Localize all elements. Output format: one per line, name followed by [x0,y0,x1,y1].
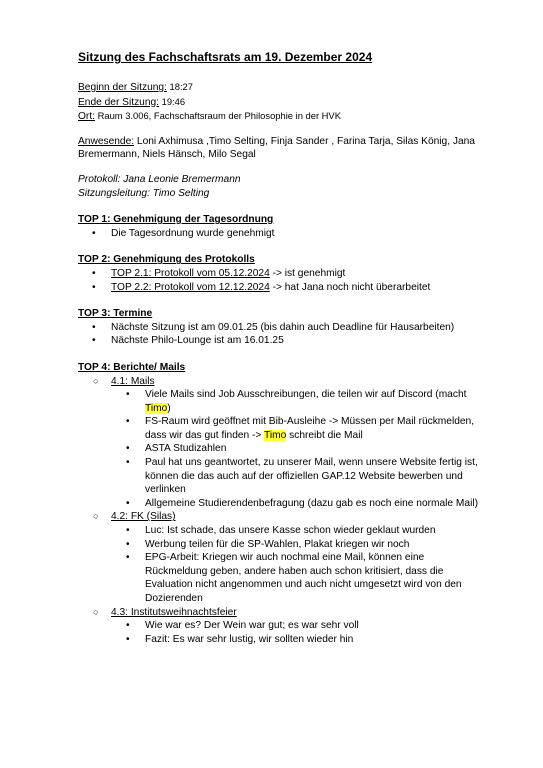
top1-list [78,227,518,241]
list-item: • Nächste Sitzung ist am 09.01.25 (bis dahin auch Deadline für Hausarbeiten) [92,321,455,333]
bullet-icon: • [126,525,130,537]
protocol-link-2[interactable]: TOP 2.2: Protokoll vom 12.12.2024 [111,281,270,293]
list-item: • Allgemeine Studierendenbefragung (dazu gab es noch eine normale Mail) [126,497,479,509]
highlight-name: Timo [145,402,168,414]
subsection-christmas-party: ○ 4.3: Institutsweihnachtsfeier [93,606,237,618]
protocol-link-1[interactable]: TOP 2.1: Protokoll vom 05.12.2024 [111,267,270,279]
subsection-mails: ○ 4.1: Mails [93,375,155,387]
bullet-icon: • [92,335,96,347]
list-item: • ASTA Studizahlen [126,443,227,455]
place-label: Ort: [78,111,95,123]
document-page [78,50,518,646]
list-item: • TOP 2.2: Protokoll vom 12.12.2024 -> hat Jana noch nicht überarbeitet [92,281,431,293]
end-label: Ende der Sitzung: [78,96,159,108]
list-item: • TOP 2.1: Protokoll vom 05.12.2024 -> ist genehmigt [92,267,346,279]
place-row [78,109,518,124]
page-title: Sitzung des Fachschaftsrats am 19. Dezember 2024 [78,50,373,64]
attendees-label: Anwesende: [78,135,135,147]
top4-heading: TOP 4: Berichte/ Mails [78,361,186,373]
begin-value: 18:27 [166,81,193,92]
protocol-line: Protokoll: Jana Leonie Bremermann [78,173,241,185]
top3-heading: TOP 3: Termine [78,308,153,320]
top2-heading: TOP 2: Genehmigung des Protokolls [78,254,255,266]
bullet-icon: • [126,443,130,455]
top4-list [78,375,518,647]
bullet-icon: • [126,633,130,645]
circle-bullet-icon: ○ [93,606,99,617]
begin-row [78,80,518,95]
list-item: • FS-Raum wird geöffnet mit Bib-Ausleihe -> Müssen per Mail rückmelden, dass wir das gut finden -> Timo schreibt die Mail [126,416,475,441]
subsection-fk: ○ 4.2: FK (Silas) [93,511,176,523]
bullet-icon: • [92,267,96,279]
bullet-icon: • [126,416,130,428]
circle-bullet-icon: ○ [93,511,99,522]
highlight-name: Timo [264,429,287,441]
list-item: • Die Tagesordnung wurde genehmigt [92,227,275,239]
list-item: • Luc: Ist schade, das unsere Kasse schon wieder geklaut wurden [126,525,436,537]
top3-list [78,321,518,348]
list-item: • Werbung teilen für die SP-Wahlen, Plakat kriegen wir noch [126,538,410,550]
bullet-icon: • [92,281,96,293]
top2-list [78,267,518,294]
list-item: • Fazit: Es war sehr lustig, wir sollten wieder hin [126,633,354,645]
list-item: • Nächste Philo-Lounge ist am 16.01.25 [92,335,284,347]
attendees-row [78,135,523,162]
attendees-value: Loni Axhimusa ,Timo Selting, Finja Sander , Farina Tarja, Silas König, Jana Bremermann, Niels Hänsch, Milo Segal [78,135,475,161]
chair-line: Sitzungsleitung: Timo Selting [78,187,210,199]
list-item: • EPG-Arbeit: Kriegen wir auch nochmal eine Mail, können eine Rückmeldung geben, andere haben auch schon kritisiert, dass die Evaluation nicht angenommen und auch nicht umgesetzt wird von den Dozierenden [126,552,462,604]
place-value: Raum 3.006, Fachschaftsraum der Philosophie in der HVK [94,110,341,122]
end-row [78,95,518,110]
list-item: • Paul hat uns geantwortet, zu unserer Mail, wenn unsere Website fertig ist, können die das auch auf der offiziellen GAP.12 Website bewerben und verlinken [126,457,478,496]
bullet-icon: • [92,227,96,239]
top1-heading: TOP 1: Genehmigung der Tagesordnung [78,214,274,226]
bullet-icon: • [126,457,130,469]
bullet-icon: • [126,389,130,401]
begin-label: Beginn der Sitzung: [78,82,167,93]
list-item: • Wie war es? Der Wein war gut; es war sehr voll [126,620,359,632]
bullet-icon: • [126,620,130,632]
bullet-icon: • [126,538,130,550]
list-item: • Viele Mails sind Job Ausschreibungen, die teilen wir auf Discord (macht Timo) [126,389,467,414]
circle-bullet-icon: ○ [93,375,99,386]
bullet-icon: • [126,497,130,509]
end-value: 19:46 [159,95,186,107]
bullet-icon: • [126,552,130,564]
bullet-icon: • [92,321,96,333]
